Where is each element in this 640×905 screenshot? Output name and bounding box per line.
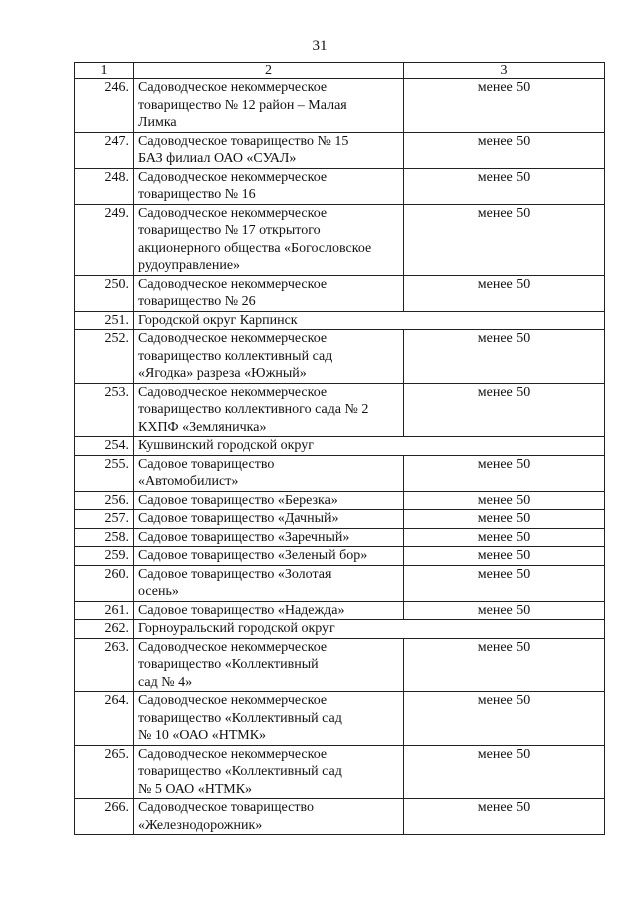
organization-name <box>134 168 404 204</box>
header-col-3: 3 <box>404 63 605 79</box>
member-count: менее 50 <box>404 510 605 529</box>
row-number: 246. <box>75 79 134 133</box>
section-row <box>75 620 605 639</box>
row-number: 265. <box>75 745 134 799</box>
name-line: товарищество № 12 район – Малая <box>138 97 347 113</box>
name-line: Садовое товарищество <box>138 456 275 472</box>
name-line: № 10 «ОАО «НТМК» <box>138 728 267 743</box>
row-number: 257. <box>75 510 134 529</box>
name-line: Садоводческое товарищество <box>138 800 314 815</box>
row-number: 263. <box>75 638 134 692</box>
organization-name <box>134 601 404 620</box>
name-line: Садоводческое некоммерческое <box>138 205 328 221</box>
row-number: 264. <box>75 692 134 746</box>
name-line: Городской округ Карпинск <box>138 312 298 328</box>
name-line: Садоводческое некоммерческое <box>138 693 328 708</box>
name-line: Садоводческое некоммерческое <box>138 276 328 292</box>
table-row <box>75 510 605 529</box>
organization-name <box>134 455 404 491</box>
member-count: менее 50 <box>404 565 605 601</box>
member-count: менее 50 <box>404 275 605 311</box>
organization-name <box>134 799 404 835</box>
organization-name <box>134 692 404 746</box>
table-header-row <box>75 63 605 79</box>
name-line: Садовое товарищество «Надежда» <box>138 602 345 618</box>
row-number: 262. <box>75 620 134 639</box>
table-row <box>75 330 605 384</box>
organization-name <box>134 547 404 566</box>
member-count: менее 50 <box>404 638 605 692</box>
name-line: Садоводческое товарищество № 15 <box>138 133 349 149</box>
name-line: Садовое товарищество «Березка» <box>138 492 338 508</box>
organization-name <box>134 79 404 133</box>
member-count: менее 50 <box>404 455 605 491</box>
member-count: менее 50 <box>404 168 605 204</box>
table-row <box>75 547 605 566</box>
member-count: менее 50 <box>404 330 605 384</box>
table-row <box>75 491 605 510</box>
name-line: сад № 4» <box>138 674 193 690</box>
table-row <box>75 455 605 491</box>
name-line: рудоуправление» <box>138 258 241 273</box>
name-line: Садовое товарищество «Золотая <box>138 566 332 582</box>
row-number: 247. <box>75 132 134 168</box>
organizations-table <box>74 62 605 835</box>
row-number: 252. <box>75 330 134 384</box>
table-row <box>75 745 605 799</box>
name-line: Садоводческое некоммерческое <box>138 746 328 762</box>
member-count: менее 50 <box>404 547 605 566</box>
organization-name <box>134 275 404 311</box>
name-line: Кушвинский городской округ <box>138 438 314 453</box>
member-count: менее 50 <box>404 601 605 620</box>
table-row <box>75 638 605 692</box>
name-line: товарищество коллективный сад <box>138 348 333 364</box>
row-number: 258. <box>75 528 134 547</box>
row-number: 254. <box>75 437 134 456</box>
page-number: 31 <box>312 38 328 54</box>
row-number: 260. <box>75 565 134 601</box>
name-line: товарищество № 17 открытого <box>138 223 321 238</box>
organization-name <box>134 745 404 799</box>
row-number: 251. <box>75 311 134 330</box>
organization-name <box>134 510 404 529</box>
member-count: менее 50 <box>404 745 605 799</box>
name-line: Садоводческое некоммерческое <box>138 169 328 185</box>
member-count: менее 50 <box>404 799 605 835</box>
name-line: товарищество № 26 <box>138 294 256 309</box>
name-line: «Ягодка» разреза «Южный» <box>138 366 307 381</box>
row-number: 266. <box>75 799 134 835</box>
member-count: менее 50 <box>404 79 605 133</box>
name-line: «Железнодорожник» <box>138 817 263 833</box>
name-line: «Автомобилист» <box>138 474 239 489</box>
row-number: 253. <box>75 383 134 437</box>
section-row <box>75 311 605 330</box>
section-title <box>134 311 605 330</box>
table-body <box>75 79 605 835</box>
name-line: товарищество «Коллективный сад <box>138 764 342 779</box>
member-count: менее 50 <box>404 204 605 275</box>
name-line: товарищество «Коллективный сад <box>138 710 342 726</box>
table-row <box>75 565 605 601</box>
table-row <box>75 275 605 311</box>
name-line: Садовое товарищество «Дачный» <box>138 511 339 526</box>
member-count: менее 50 <box>404 491 605 510</box>
table-row <box>75 601 605 620</box>
member-count: менее 50 <box>404 132 605 168</box>
name-line: Горноуральский городской округ <box>138 621 335 636</box>
organization-name <box>134 330 404 384</box>
name-line: осень» <box>138 584 179 599</box>
row-number: 249. <box>75 204 134 275</box>
table-row <box>75 168 605 204</box>
table-row <box>75 799 605 835</box>
organization-name <box>134 491 404 510</box>
row-number: 248. <box>75 168 134 204</box>
name-line: Садоводческое некоммерческое <box>138 639 328 655</box>
member-count: менее 50 <box>404 383 605 437</box>
member-count: менее 50 <box>404 528 605 547</box>
header-col-2: 2 <box>134 63 404 79</box>
row-number: 250. <box>75 275 134 311</box>
row-number: 259. <box>75 547 134 566</box>
name-line: товарищество «Коллективный <box>138 657 319 672</box>
row-number: 261. <box>75 601 134 620</box>
name-line: Лимка <box>138 115 177 130</box>
table-row <box>75 204 605 275</box>
organization-name <box>134 204 404 275</box>
name-line: № 5 ОАО «НТМК» <box>138 781 253 797</box>
section-title <box>134 620 605 639</box>
section-row <box>75 437 605 456</box>
name-line: БАЗ филиал ОАО «СУАЛ» <box>138 151 297 166</box>
row-number: 255. <box>75 455 134 491</box>
name-line: товарищество коллективного сада № 2 <box>138 402 369 417</box>
organization-name <box>134 132 404 168</box>
organization-name <box>134 638 404 692</box>
table-row <box>75 692 605 746</box>
organization-name <box>134 383 404 437</box>
organization-name <box>134 528 404 547</box>
name-line: Садовое товарищество «Зеленый бор» <box>138 548 368 563</box>
name-line: Садоводческое некоммерческое <box>138 331 328 346</box>
name-line: товарищество № 16 <box>138 187 256 202</box>
name-line: Садоводческое некоммерческое <box>138 384 328 400</box>
row-number: 256. <box>75 491 134 510</box>
name-line: акционерного общества «Богословское <box>138 240 372 256</box>
table-row <box>75 79 605 133</box>
table-row <box>75 132 605 168</box>
header-col-1: 1 <box>75 63 134 79</box>
member-count: менее 50 <box>404 692 605 746</box>
section-title <box>134 437 605 456</box>
table-row <box>75 383 605 437</box>
name-line: Садовое товарищество «Заречный» <box>138 529 350 545</box>
table-row <box>75 528 605 547</box>
organization-name <box>134 565 404 601</box>
name-line: КХПФ «Земляничка» <box>138 419 267 435</box>
name-line: Садоводческое некоммерческое <box>138 80 328 95</box>
